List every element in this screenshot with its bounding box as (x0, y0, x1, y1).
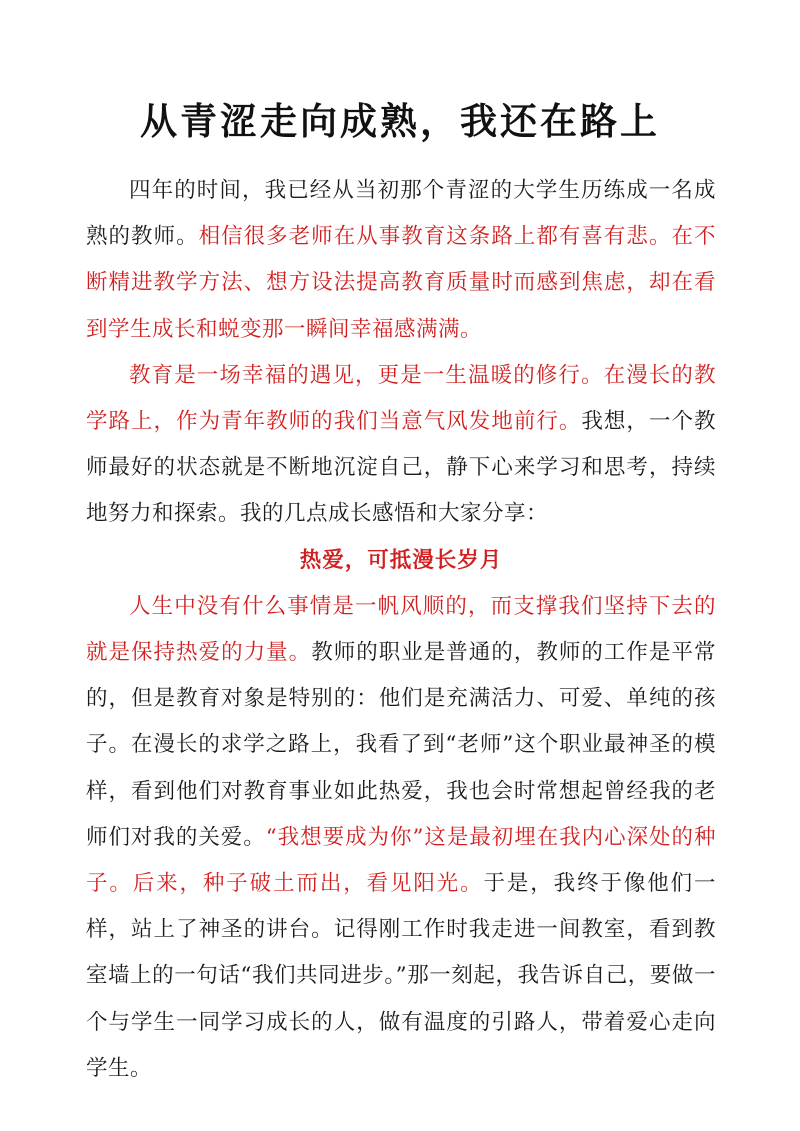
paragraph-3-segment-2: 教师的职业是普通的，教师的工作是平常的，但是教育对象是特别的：他们是充满活力、可爱、单纯的孩子。在漫长的求学之路上，我看了到“老师”这个职业最神圣的模样，看到他们对教育事业如此热爱，我也会时常想起曾经我的老师们对我的关爱。 (86, 640, 716, 850)
page-title: 从青涩走向成熟，我还在路上 (140, 98, 660, 143)
paragraph-1-segment-2: 相信很多老师在从事教育这条路上都有喜有悲。在不断精进教学方法、想方设法提高教育质量时而感到焦虑，却在看到学生成长和蜕变那一瞬间幸福感满满。 (86, 224, 716, 342)
section-heading: 热爱，可抵漫长岁月 (299, 547, 503, 573)
paragraph-2 (86, 353, 716, 538)
paragraph-3-segment-4: 于是，我终于像他们一样，站上了神圣的讲台。记得刚工作时我走进一间教室，看到教室墙上的一句话“我们共同进步。”那一刻起，我告诉自己，要做一个与学生一同学习成长的人，做有温度的引路人，带着爱心走向学生。 (86, 871, 716, 1081)
paragraph-1 (86, 168, 716, 353)
paragraph-2-segment-2: 我想，一个教师最好的状态就是不断地沉淀自己，静下心来学习和思考，持续地努力和探索。我的几点成长感悟和大家分享： (86, 409, 716, 527)
paragraph-3-segment-1: 人生中没有什么事情是一帆风顺的，而支撑我们坚持下去的就是保持热爱的力量。 (86, 593, 716, 666)
article-body (86, 168, 716, 1092)
paragraph-2-segment-1: 教育是一场幸福的遇见，更是一生温暖的修行。在漫长的教学路上，作为青年教师的我们当意气风发地前行。 (86, 362, 716, 435)
paragraph-3 (86, 584, 716, 1092)
paragraph-3-segment-3: “我想要成为你”这是最初埋在我内心深处的种子。后来，种子破土而出，看见阳光。 (86, 824, 716, 897)
paragraph-1-segment-1: 四年的时间，我已经从当初那个青涩的大学生历练成一名成熟的教师。 (86, 178, 716, 250)
